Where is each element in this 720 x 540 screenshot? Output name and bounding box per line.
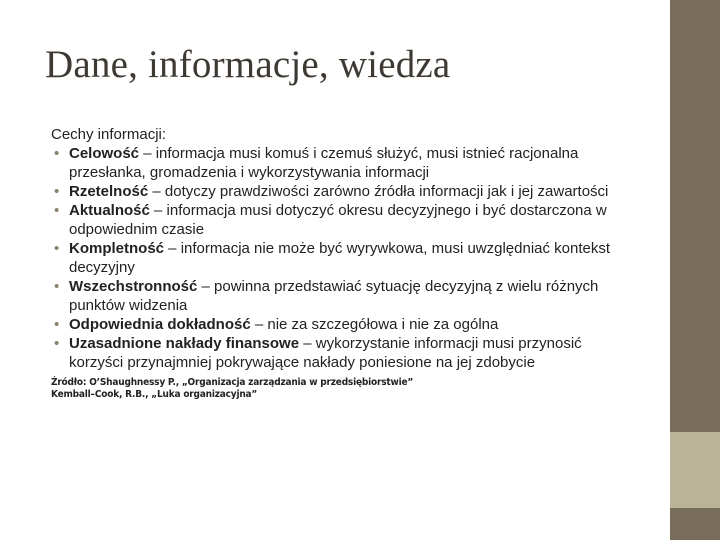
source-note — [51, 377, 631, 401]
list-item — [51, 277, 631, 315]
list-item — [51, 144, 631, 182]
item-term: Uzasadnione nakłady finansowe — [69, 335, 300, 352]
item-term: Aktualność — [69, 202, 150, 219]
bullet-icon: • — [54, 183, 60, 200]
item-term: Wszechstronność — [69, 278, 198, 295]
item-term: Kompletność — [69, 240, 165, 257]
list-item — [51, 182, 631, 201]
list-item — [51, 334, 631, 372]
source-line: Kemball–Cook, R.B., „Luka organizacyjna” — [51, 389, 258, 400]
features-list — [51, 144, 631, 372]
bullet-icon: • — [54, 240, 60, 257]
side-accent-block — [670, 432, 720, 508]
item-text: – informacja musi dotyczyć okresu decyzyjnego i być dostarczona w odpowiednim czasie — [69, 202, 607, 238]
item-text: – informacja nie może być wyrywkowa, musi uwzględniać kontekst decyzyjny — [69, 240, 611, 276]
list-item — [51, 201, 631, 239]
list-item — [51, 315, 631, 334]
item-text: – nie za szczegółowa i nie za ogólna — [250, 316, 499, 333]
bullet-icon: • — [54, 278, 60, 295]
item-term: Odpowiednia dokładność — [69, 316, 251, 333]
bullet-icon: • — [54, 202, 60, 219]
item-text: – wykorzystanie informacji musi przynosić korzyści przynajmniej pokrywające nakłady poniesione na jej zdobycie — [69, 335, 582, 371]
item-text: – powinna przedstawiać sytuację decyzyjną z wielu różnych punktów widzenia — [69, 278, 599, 314]
list-item — [51, 239, 631, 277]
bullet-icon: • — [54, 335, 60, 352]
item-text: – informacja musi komuś i czemuś służyć, musi istnieć racjonalna przesłanka, gromadzenia i wykorzystywania informacji — [69, 145, 579, 181]
slide-title: Dane, informacje, wiedza — [45, 43, 451, 86]
list-intro: Cechy informacji: — [51, 126, 167, 143]
bullet-icon: • — [54, 145, 60, 162]
item-text: – dotyczy prawdziwości zarówno źródła informacji jak i jej zawartości — [148, 183, 609, 200]
slide-content — [51, 125, 631, 401]
source-line: Źródło: O’Shaughnessy P., „Organizacja zarządzania w przedsiębiorstwie” — [51, 377, 414, 388]
item-term: Rzetelność — [69, 183, 149, 200]
item-term: Celowość — [69, 145, 140, 162]
bullet-icon: • — [54, 316, 60, 333]
